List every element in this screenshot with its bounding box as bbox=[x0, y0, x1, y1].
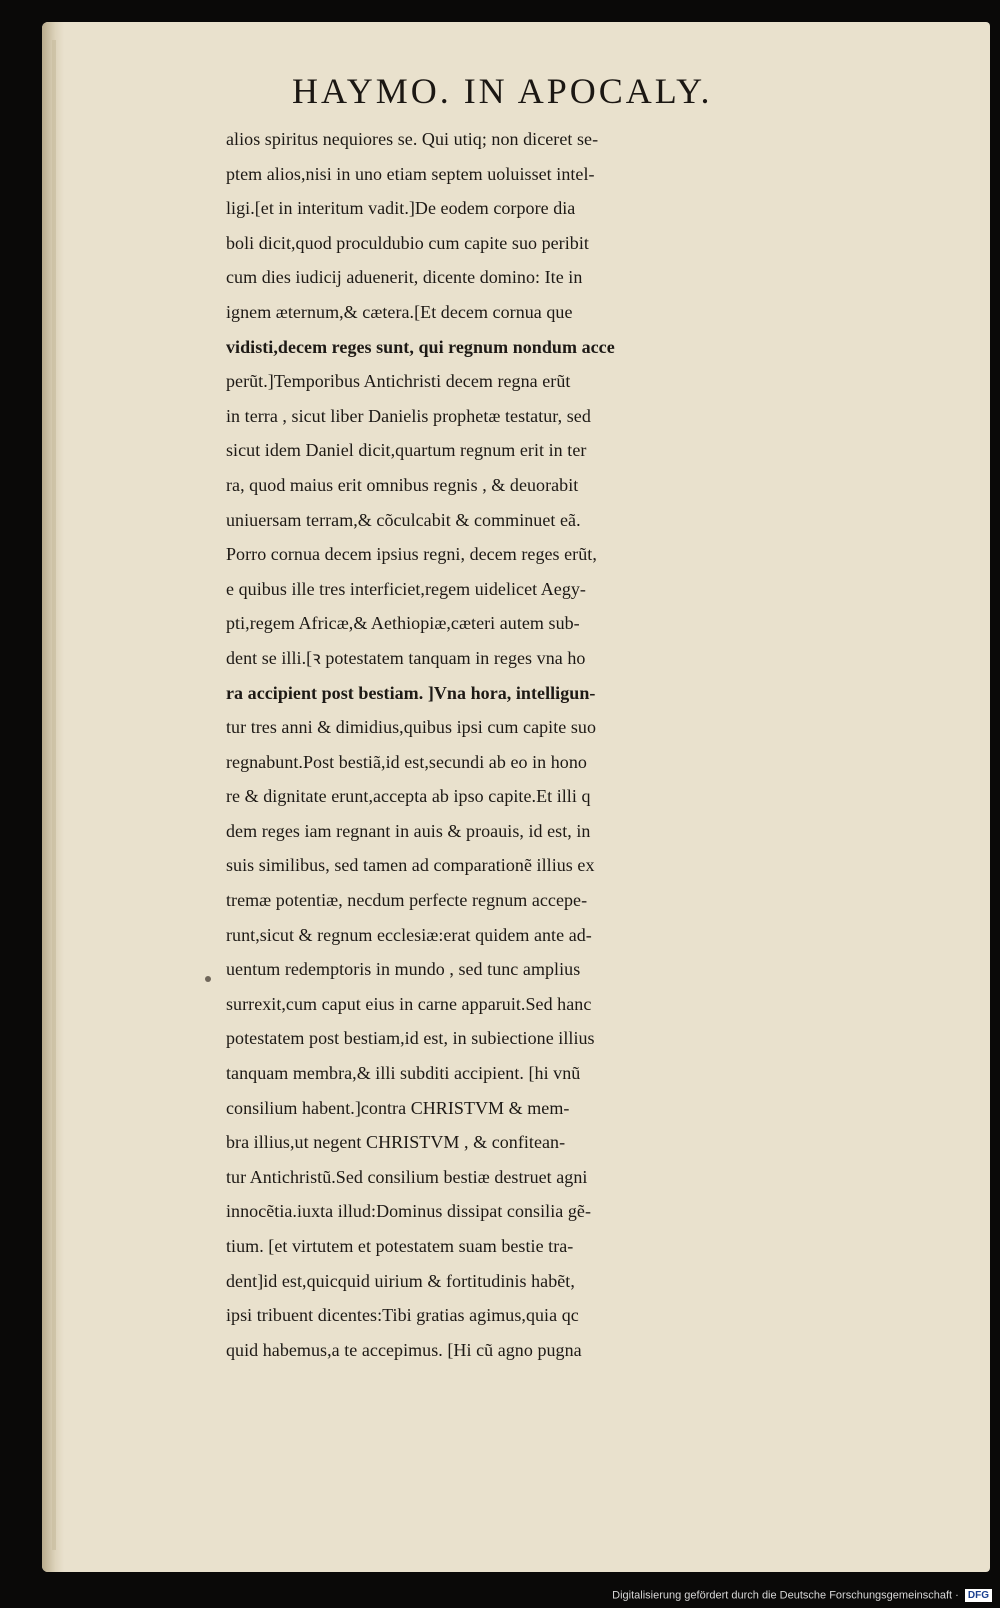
text-line: tanquam membra,& illi subditi accipient. [hi vnũ bbox=[226, 1063, 581, 1084]
text-line: runt,sicut & regnum ecclesiæ:erat quidem ante ad- bbox=[226, 924, 592, 945]
text-line: dent]id est,quicquid uirium & fortitudinis habẽt, bbox=[226, 1270, 575, 1291]
text-line: suis similibus, sed tamen ad comparationẽ illius ex bbox=[226, 855, 595, 876]
text-line: sicut idem Daniel dicit,quartum regnum erit in ter bbox=[226, 440, 587, 461]
text-line: ptem alios,nisi in uno etiam septem uoluisset intel- bbox=[226, 163, 595, 184]
text-line: dent se illi.[ꝛ potestatem tanquam in reges vna ho bbox=[226, 647, 586, 668]
dfg-logo: DFG bbox=[965, 1589, 992, 1602]
text-line: potestatem post bestiam,id est, in subiectione illius bbox=[226, 1028, 595, 1049]
text-line: consilium habent.]contra CHRISTVM & mem- bbox=[226, 1097, 570, 1118]
text-line: ligi.[et in interitum vadit.]De eodem corpore dia bbox=[226, 198, 576, 219]
text-line: e quibus ille tres interficiet,regem uidelicet Aegy- bbox=[226, 578, 586, 599]
text-line: quid habemus,a te accepimus. [Hi cũ agno pugna bbox=[226, 1339, 582, 1360]
text-line: tremæ potentiæ, necdum perfecte regnum accepe- bbox=[226, 890, 588, 911]
text-line: pti,regem Africæ,& Aethiopiæ,cæteri autem sub- bbox=[226, 613, 580, 634]
text-line: surrexit,cum caput eius in carne apparuit.Sed hanc bbox=[226, 993, 592, 1014]
text-line: tur tres anni & dimidius,quibus ipsi cum capite suo bbox=[226, 717, 597, 738]
text-line: Porro cornua decem ipsius regni, decem reges erũt, bbox=[226, 544, 597, 565]
digitization-credit bbox=[612, 1589, 992, 1602]
text-line: alios spiritus nequiores se. Qui utiq; non diceret se- bbox=[226, 129, 599, 149]
text-line: ra, quod maius erit omnibus regnis , & deuorabit bbox=[226, 474, 579, 495]
text-line: regnabunt.Post bestiã,id est,secundi ab eo in hono bbox=[226, 751, 587, 772]
text-line: perũt.]Temporibus Antichristi decem regna erũt bbox=[226, 371, 571, 392]
gutter-fold bbox=[52, 40, 56, 1550]
text-line: vidisti,decem reges sunt, qui regnum nondum acce bbox=[226, 336, 615, 357]
text-line: ipsi tribuent dicentes:Tibi gratias agimus,quia qc bbox=[226, 1305, 579, 1326]
running-header: HAYMO. IN APOCALY. bbox=[292, 71, 713, 111]
text-line: boli dicit,quod proculdubio cum capite suo peribit bbox=[226, 232, 589, 253]
text-line: tium. [et virtutem et potestatem suam bestie tra- bbox=[226, 1236, 574, 1256]
text-line: innocẽtia.iuxta illud:Dominus dissipat consilia gẽ- bbox=[226, 1201, 591, 1222]
text-line: dem reges iam regnant in auis & proauis, id est, in bbox=[226, 820, 591, 841]
text-line: uentum redemptoris in mundo , sed tunc amplius bbox=[226, 959, 581, 980]
text-line: ignem æternum,& cætera.[Et decem cornua que bbox=[226, 301, 573, 322]
credit-text: Digitalisierung gefördert durch die Deutsche Forschungsgemeinschaft · bbox=[612, 1589, 959, 1602]
text-line: in terra , sicut liber Danielis prophetæ testatur, sed bbox=[226, 405, 591, 426]
text-line: tur Antichristũ.Sed consilium bestiæ destruet agni bbox=[226, 1166, 588, 1187]
margin-mark bbox=[205, 976, 211, 982]
text-line: bra illius,ut negent CHRISTVM , & confitean- bbox=[226, 1132, 566, 1153]
text-block bbox=[226, 122, 946, 1367]
text-line: re & dignitate erunt,accepta ab ipso capite.Et illi q bbox=[226, 786, 591, 807]
text-line: cum dies iudicij aduenerit, dicente domino: Ite in bbox=[226, 267, 583, 288]
text-line: ra accipient post bestiam. ]Vna hora, intelligun- bbox=[226, 682, 596, 703]
text-line: uniuersam terram,& cõculcabit & comminuet eã. bbox=[226, 509, 581, 530]
